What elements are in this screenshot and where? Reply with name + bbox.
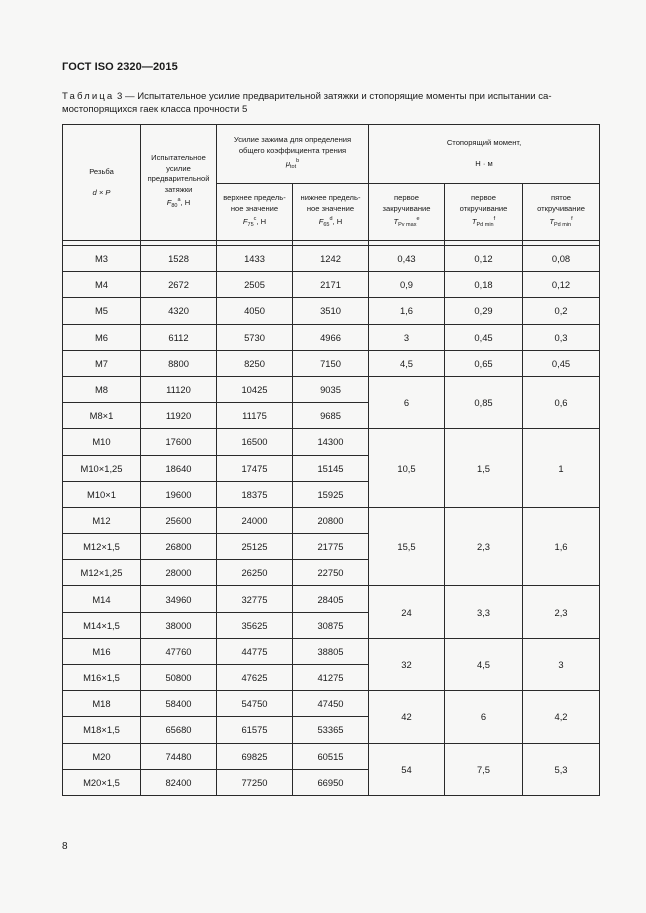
cell-thread: M8×1 — [63, 403, 141, 429]
cell-f80: 8800 — [141, 350, 217, 376]
cell-f75: 77250 — [217, 769, 293, 795]
cell-f75: 47625 — [217, 665, 293, 691]
cell-thread: M8 — [63, 376, 141, 402]
header-thread — [63, 125, 141, 241]
cell-f65: 3510 — [293, 298, 369, 324]
cell-f65: 30875 — [293, 612, 369, 638]
cell-thread: M16 — [63, 638, 141, 664]
cell-torque-t3: 0,45 — [523, 350, 600, 376]
page-number: 8 — [62, 841, 68, 852]
cell-f75: 11175 — [217, 403, 293, 429]
cell-f65: 9685 — [293, 403, 369, 429]
cell-f65: 14300 — [293, 429, 369, 455]
cell-f65: 7150 — [293, 350, 369, 376]
cell-f75: 4050 — [217, 298, 293, 324]
cell-torque-t1: 0,43 — [369, 246, 445, 272]
cell-torque-t2: 0,45 — [445, 324, 523, 350]
header-lower-unit: , Н — [332, 217, 343, 227]
cell-f65: 15925 — [293, 481, 369, 507]
cell-f65: 41275 — [293, 665, 369, 691]
cell-f65: 4966 — [293, 324, 369, 350]
cell-torque-group-t3: 1 — [523, 429, 600, 508]
cell-f75: 25125 — [217, 534, 293, 560]
table-row — [63, 272, 600, 298]
header-fifth-loosening-line: пятое — [550, 193, 572, 203]
header-clamp-symbol: μ — [285, 159, 290, 169]
cell-thread: M12 — [63, 507, 141, 533]
cell-f75: 1433 — [217, 246, 293, 272]
cell-f75: 18375 — [217, 481, 293, 507]
table-row — [63, 743, 600, 769]
header-fifth-loosening-symbol: T — [549, 217, 554, 227]
cell-torque-t2: 0,18 — [445, 272, 523, 298]
cell-f80: 18640 — [141, 455, 217, 481]
cell-torque-group-t1: 10,5 — [369, 429, 445, 508]
cell-torque-group-t2: 1,5 — [445, 429, 523, 508]
header-lower-subscript: 65 — [323, 222, 330, 229]
cell-thread: M14 — [63, 586, 141, 612]
cell-torque-t1: 0,9 — [369, 272, 445, 298]
caption-number: 3 — [117, 91, 123, 102]
cell-torque-t3: 0,08 — [523, 246, 600, 272]
cell-thread: M20×1,5 — [63, 769, 141, 795]
cell-torque-t2: 0,12 — [445, 246, 523, 272]
header-upper-limit — [217, 184, 293, 241]
header-first-loosening-subscript: Pd min — [476, 222, 494, 229]
table-caption — [62, 91, 602, 116]
header-test-force-subscript: 80 — [171, 203, 178, 210]
header-first-loosening-line: откручивание — [459, 203, 508, 213]
caption-text-line1: — Испытательное усилие предварительной затяжки и стопорящие моменты при испытании са- — [125, 91, 552, 102]
cell-thread: M10×1,25 — [63, 455, 141, 481]
header-thread-symbol: d × P — [92, 187, 111, 197]
header-clamp-subscript: tot — [289, 164, 297, 171]
header-test-force-unit: , Н — [180, 198, 191, 208]
header-first-tightening-symbol: T — [393, 217, 399, 227]
cell-torque-group-t2: 7,5 — [445, 743, 523, 795]
header-torque — [369, 125, 600, 184]
cell-torque-group-t3: 5,3 — [523, 743, 600, 795]
header-first-loosening — [445, 184, 523, 241]
cell-f80: 17600 — [141, 429, 217, 455]
cell-f80: 26800 — [141, 534, 217, 560]
cell-f75: 44775 — [217, 638, 293, 664]
cell-f75: 2505 — [217, 272, 293, 298]
header-test-force-line: предварительной — [147, 174, 210, 184]
cell-torque-group-t3: 1,6 — [523, 507, 600, 586]
cell-f75: 35625 — [217, 612, 293, 638]
header-clamp-footnote: b — [296, 158, 300, 165]
header-upper-line: ное значение — [230, 203, 279, 213]
cell-torque-group-t1: 24 — [369, 586, 445, 638]
header-lower-limit — [293, 184, 369, 241]
header-clamp-line: общего коэффициента трения — [238, 145, 347, 155]
header-upper-unit: , Н — [256, 217, 267, 227]
cell-f65: 28405 — [293, 586, 369, 612]
cell-thread: M12×1,5 — [63, 534, 141, 560]
table-row — [63, 246, 600, 272]
cell-torque-group-t3: 0,6 — [523, 376, 600, 428]
cell-f80: 4320 — [141, 298, 217, 324]
cell-f65: 47450 — [293, 691, 369, 717]
header-first-tightening — [369, 184, 445, 241]
cell-thread: M6 — [63, 324, 141, 350]
cell-f75: 16500 — [217, 429, 293, 455]
header-upper-line: верхнее предель- — [223, 193, 286, 203]
cell-torque-group-t2: 0,85 — [445, 376, 523, 428]
cell-f75: 24000 — [217, 507, 293, 533]
cell-thread: M10 — [63, 429, 141, 455]
cell-torque-t2: 0,65 — [445, 350, 523, 376]
cell-thread: M12×1,25 — [63, 560, 141, 586]
cell-f75: 8250 — [217, 350, 293, 376]
cell-f80: 82400 — [141, 769, 217, 795]
cell-f65: 22750 — [293, 560, 369, 586]
table-row — [63, 586, 600, 612]
cell-f80: 28000 — [141, 560, 217, 586]
cell-torque-t3: 0,3 — [523, 324, 600, 350]
cell-f80: 6112 — [141, 324, 217, 350]
header-lower-footnote: d — [329, 216, 333, 223]
cell-f75: 10425 — [217, 376, 293, 402]
cell-torque-group-t3: 3 — [523, 638, 600, 690]
header-first-tightening-line: первое — [394, 193, 419, 203]
header-clamp-force — [217, 125, 369, 184]
header-thread-label: Резьба — [89, 166, 114, 176]
cell-f75: 61575 — [217, 717, 293, 743]
header-fifth-loosening-footnote: f — [571, 216, 573, 223]
cell-f80: 11120 — [141, 376, 217, 402]
cell-torque-group-t3: 2,3 — [523, 586, 600, 638]
header-lower-line: ное значение — [306, 203, 355, 213]
header-first-loosening-footnote: f — [493, 216, 496, 223]
header-upper-symbol: F — [242, 217, 248, 227]
cell-f80: 74480 — [141, 743, 217, 769]
cell-f80: 47760 — [141, 638, 217, 664]
header-lower-line: нижнее предель- — [300, 193, 361, 203]
cell-thread: M4 — [63, 272, 141, 298]
cell-thread: M3 — [63, 246, 141, 272]
header-clamp-line: Усилие зажима для определения — [233, 135, 352, 145]
cell-f65: 1242 — [293, 246, 369, 272]
table-row — [63, 507, 600, 533]
cell-torque-t2: 0,29 — [445, 298, 523, 324]
cell-f65: 60515 — [293, 743, 369, 769]
cell-thread: M7 — [63, 350, 141, 376]
cell-torque-t3: 0,2 — [523, 298, 600, 324]
cell-torque-group-t2: 4,5 — [445, 638, 523, 690]
header-fifth-loosening-subscript: Pd min — [554, 222, 572, 229]
cell-torque-t1: 3 — [369, 324, 445, 350]
header-test-force-footnote: a — [177, 197, 181, 204]
cell-thread: M14×1,5 — [63, 612, 141, 638]
header-fifth-loosening-line: откручивание — [537, 203, 585, 213]
data-table — [62, 124, 600, 796]
cell-torque-group-t1: 54 — [369, 743, 445, 795]
cell-torque-group-t1: 32 — [369, 638, 445, 690]
cell-f75: 32775 — [217, 586, 293, 612]
cell-f75: 17475 — [217, 455, 293, 481]
header-first-loosening-line: первое — [471, 193, 496, 203]
cell-torque-group-t2: 3,3 — [445, 586, 523, 638]
header-torque-unit: Н · м — [475, 159, 493, 169]
cell-f80: 34960 — [141, 586, 217, 612]
cell-torque-group-t2: 2,3 — [445, 507, 523, 586]
cell-thread: M18 — [63, 691, 141, 717]
cell-f80: 58400 — [141, 691, 217, 717]
cell-f80: 11920 — [141, 403, 217, 429]
header-first-loosening-symbol: T — [471, 217, 477, 227]
header-first-tightening-subscript: Pv max — [398, 222, 417, 229]
cell-f80: 38000 — [141, 612, 217, 638]
header-first-tightening-footnote: e — [416, 216, 420, 223]
cell-torque-group-t1: 42 — [369, 691, 445, 743]
header-test-force-symbol: F — [166, 198, 172, 208]
table-row — [63, 298, 600, 324]
table-row — [63, 638, 600, 664]
cell-thread: M20 — [63, 743, 141, 769]
cell-f75: 5730 — [217, 324, 293, 350]
cell-f80: 25600 — [141, 507, 217, 533]
cell-f75: 69825 — [217, 743, 293, 769]
header-first-tightening-line: закручивание — [382, 203, 431, 213]
header-lower-symbol: F — [318, 217, 324, 227]
cell-torque-t3: 0,12 — [523, 272, 600, 298]
cell-torque-t1: 4,5 — [369, 350, 445, 376]
cell-f75: 26250 — [217, 560, 293, 586]
cell-f75: 54750 — [217, 691, 293, 717]
cell-f65: 66950 — [293, 769, 369, 795]
cell-f65: 15145 — [293, 455, 369, 481]
header-test-force-line: Испытательное — [151, 153, 206, 163]
header-test-force-line: усилие — [166, 163, 191, 173]
header-test-force — [141, 125, 217, 241]
cell-thread: M18×1,5 — [63, 717, 141, 743]
cell-torque-t1: 1,6 — [369, 298, 445, 324]
cell-f65: 38805 — [293, 638, 369, 664]
header-fifth-loosening — [523, 184, 600, 241]
caption-text-line2: мостопорящихся гаек класса прочности 5 — [62, 103, 248, 115]
header-torque-label: Стопорящий момент, — [446, 138, 522, 148]
cell-f80: 65680 — [141, 717, 217, 743]
cell-f65: 9035 — [293, 376, 369, 402]
header-upper-subscript: 75 — [247, 222, 254, 229]
cell-f80: 2672 — [141, 272, 217, 298]
cell-f65: 21775 — [293, 534, 369, 560]
table-row — [63, 376, 600, 402]
header-upper-footnote: c — [253, 216, 257, 223]
table-row — [63, 691, 600, 717]
cell-torque-group-t3: 4,2 — [523, 691, 600, 743]
table-body — [63, 125, 600, 796]
cell-thread: M10×1 — [63, 481, 141, 507]
cell-f80: 19600 — [141, 481, 217, 507]
cell-f80: 1528 — [141, 246, 217, 272]
cell-torque-group-t1: 15,5 — [369, 507, 445, 586]
cell-f80: 50800 — [141, 665, 217, 691]
cell-f65: 20800 — [293, 507, 369, 533]
cell-f65: 53365 — [293, 717, 369, 743]
caption-label: Таблица — [62, 91, 115, 102]
table-row — [63, 350, 600, 376]
cell-thread: M5 — [63, 298, 141, 324]
cell-thread: M16×1,5 — [63, 665, 141, 691]
cell-torque-group-t1: 6 — [369, 376, 445, 428]
cell-f65: 2171 — [293, 272, 369, 298]
cell-torque-group-t2: 6 — [445, 691, 523, 743]
table-row — [63, 324, 600, 350]
table-row — [63, 429, 600, 455]
header-test-force-line: затяжки — [164, 184, 193, 194]
document-header: ГОСТ ISO 2320—2015 — [62, 61, 178, 73]
